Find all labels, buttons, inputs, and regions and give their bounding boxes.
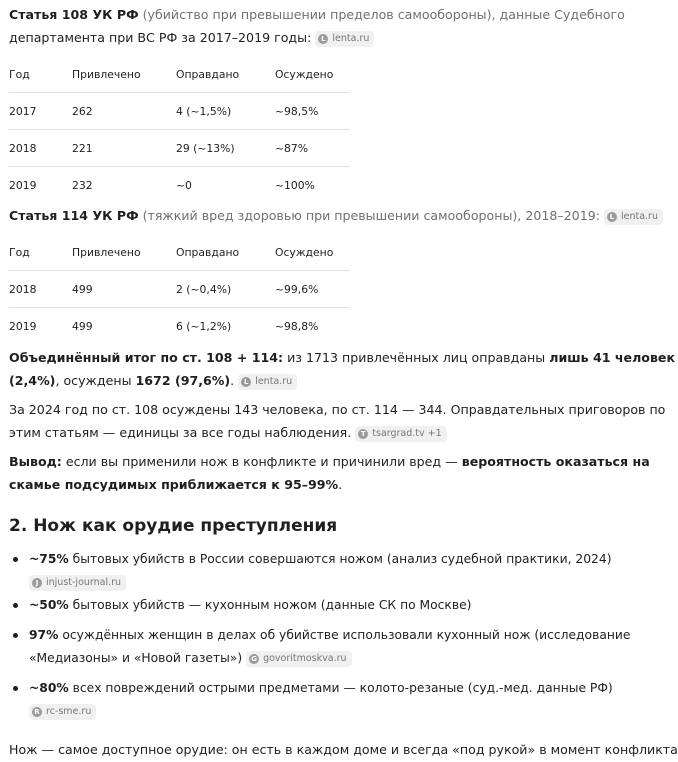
bullet-dot — [13, 557, 18, 562]
source-badge[interactable] — [355, 426, 446, 442]
table-cell: 499 — [72, 282, 93, 296]
bullet-bold: ~80% — [29, 681, 69, 695]
table-row — [9, 167, 350, 204]
table-cell: ~0 — [176, 178, 192, 192]
final-paragraph — [9, 739, 678, 762]
table-header-row — [9, 56, 350, 93]
conclusion-paragraph — [9, 451, 650, 496]
table-header-row — [9, 234, 350, 271]
bullet-text: бытовых убийств — кухонным ножом (данные СК по Москве) — [68, 598, 472, 612]
summary-bold: лишь 41 человек — [549, 350, 676, 365]
source-badge[interactable] — [246, 651, 351, 667]
article-114-desc: (тяжкий вред здоровью при превышении самообороны), 2018–2019: — [142, 208, 600, 223]
bullet-dot — [13, 686, 18, 691]
source-label: govoritmoskva.ru — [263, 652, 347, 664]
bullet-dot — [13, 603, 18, 608]
conclusion-text: если вы применили нож в конфликте и причинили вред — — [61, 454, 462, 469]
table-article-114 — [9, 234, 350, 344]
source-label: lenta.ru — [255, 375, 293, 387]
table-cell: 221 — [72, 141, 93, 155]
table-cell: 499 — [72, 319, 93, 333]
source-icon: G — [249, 654, 259, 664]
bullet-text: бытовых убийств в России совершаются ножом (анализ судебной практики, 2024) — [68, 552, 612, 566]
bullet-bold: 97% — [29, 628, 59, 642]
year-2024-paragraph — [9, 399, 666, 444]
table-cell: ~98,5% — [275, 104, 319, 118]
summary-text: , осуждены — [55, 372, 136, 388]
table-cell: ~87% — [275, 141, 309, 155]
source-label: lenta.ru — [332, 32, 370, 44]
conclusion-end: . — [338, 476, 343, 492]
conclusion-bold: скамье подсудимых приближается к 95–99% — [9, 476, 339, 492]
table-header: Осуждено — [275, 245, 334, 259]
table-cell: 2017 — [9, 104, 37, 118]
list-item — [9, 594, 609, 624]
list-item — [9, 548, 612, 594]
article-114-paragraph — [9, 205, 658, 228]
source-icon: T — [358, 429, 368, 439]
article-108-title: Статья 108 УК РФ — [9, 7, 139, 22]
table-row — [9, 308, 350, 345]
bullet-text: осуждённых женщин в делах об убийстве использовали кухонный нож (исследование — [58, 628, 631, 642]
source-badge[interactable] — [29, 704, 96, 720]
table-header: Привлечено — [72, 245, 141, 259]
list-item — [9, 677, 613, 729]
bullet-list — [9, 548, 631, 729]
summary-bold: Объединённый итог по ст. 108 + 114: — [9, 350, 284, 365]
source-icon: L — [607, 212, 617, 222]
source-badge[interactable] — [238, 374, 297, 390]
article-108-paragraph — [9, 4, 625, 49]
year-2024-line1: За 2024 год по ст. 108 осуждены 143 человека, по ст. 114 — 344. Оправдательных приговоров по — [9, 402, 666, 417]
table-header: Привлечено — [72, 67, 141, 81]
conclusion-bold: вероятность оказаться на — [461, 454, 650, 469]
source-icon: J — [32, 578, 42, 588]
source-label: injust-journal.ru — [46, 576, 122, 588]
table-header: Год — [9, 245, 30, 259]
table-header: Оправдано — [176, 67, 240, 81]
source-icon: L — [318, 34, 328, 44]
table-cell: 29 (~13%) — [176, 141, 235, 155]
list-item — [9, 624, 631, 677]
summary-bold: (2,4%) — [9, 372, 56, 388]
article-108-line2: департамента при ВС РФ за 2017–2019 годы: — [9, 29, 312, 45]
source-icon: L — [241, 377, 251, 387]
year-2024-line2: этим статьям — единицы за все годы наблюдения. — [9, 424, 352, 440]
bullet-line2: «Медиазоны» и «Новой газеты») — [29, 650, 243, 665]
table-row — [9, 130, 350, 167]
source-badge[interactable] — [604, 209, 663, 225]
bullet-bold: ~75% — [29, 552, 69, 566]
table-cell: ~98,8% — [275, 319, 319, 333]
source-label: rc-sme.ru — [46, 705, 92, 717]
table-cell: 2 (~0,4%) — [176, 282, 232, 296]
bullet-text: всех повреждений острыми предметами — колото-резаные (суд.-мед. данные РФ) — [68, 681, 613, 695]
article-114-title: Статья 114 УК РФ — [9, 208, 139, 223]
article-108-desc: (убийство при превышении пределов самообороны), данные Судебного — [142, 7, 625, 22]
table-cell: 2018 — [9, 141, 37, 155]
summary-bold: 1672 (97,6%) — [135, 372, 231, 388]
final-text: Нож — самое доступное орудие: он есть в каждом доме и всегда «под рукой» в момент конфликта — [9, 742, 678, 757]
table-cell: 2018 — [9, 282, 37, 296]
bullet-dot — [13, 633, 18, 638]
table-cell: ~99,6% — [275, 282, 319, 296]
table-cell: 262 — [72, 104, 93, 118]
source-icon: R — [32, 707, 42, 717]
source-badge[interactable] — [29, 575, 126, 591]
table-row — [9, 93, 350, 130]
table-header: Год — [9, 67, 30, 81]
summary-paragraph — [9, 347, 676, 392]
table-cell: 6 (~1,2%) — [176, 319, 232, 333]
bullet-bold: ~50% — [29, 598, 69, 612]
table-row — [9, 271, 350, 308]
table-cell: ~100% — [275, 178, 315, 192]
section-heading: 2. Нож как орудие преступления — [9, 516, 338, 536]
table-cell: 2019 — [9, 178, 37, 192]
summary-text: из 1713 привлечённых лиц оправданы — [283, 350, 550, 365]
source-badge[interactable] — [315, 31, 374, 47]
conclusion-label: Вывод: — [9, 454, 62, 469]
source-label: lenta.ru — [620, 211, 658, 222]
table-cell: 232 — [72, 178, 93, 192]
table-article-108 — [9, 56, 350, 203]
source-label: tsargrad.tv +1 — [372, 427, 442, 439]
table-header: Осуждено — [275, 67, 334, 81]
table-header: Оправдано — [176, 245, 240, 259]
table-cell: 4 (~1,5%) — [176, 104, 232, 118]
summary-text: . — [230, 372, 235, 388]
table-cell: 2019 — [9, 319, 37, 333]
